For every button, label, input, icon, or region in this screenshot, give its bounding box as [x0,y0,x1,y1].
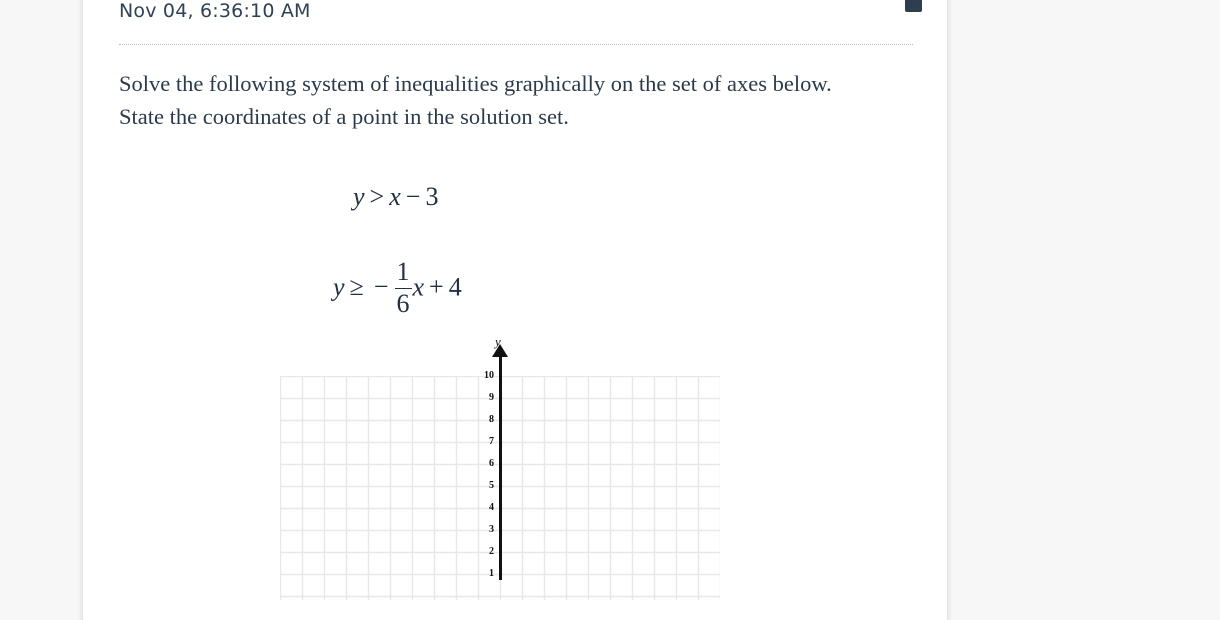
inequality-1 [353,182,438,212]
y-tick-4: 4 [489,502,494,513]
eq1-constant: 3 [425,182,439,211]
y-tick-5: 5 [489,480,494,491]
eq2-operator: + [429,272,444,302]
eq2-lhs: y [333,272,345,302]
y-tick-10: 10 [484,370,494,381]
y-tick-8: 8 [489,414,494,425]
top-right-badge[interactable] [905,0,922,12]
eq1-operator: − [405,182,421,211]
question-prompt [119,68,919,133]
y-tick-2: 2 [489,546,494,557]
eq2-constant: 4 [448,272,462,302]
eq2-numerator: 1 [396,257,410,286]
timestamp-label: Nov 04, 6:36:10 AM [119,0,311,22]
y-axis-label: y [495,334,501,349]
header-divider [119,44,913,45]
eq2-relation: ≥ [349,272,364,302]
eq2-denominator: 6 [396,289,410,319]
y-tick-3: 3 [489,524,494,535]
question-page-card [83,0,947,620]
eq2-sign: − [373,272,389,302]
header-row [119,0,913,34]
eq1-rhs-variable: x [389,182,401,211]
prompt-line-1: Solve the following system of inequalities graphically on the set of axes below. [119,71,832,96]
y-axis-line [499,354,502,580]
prompt-line-2: State the coordinates of a point in the solution set. [119,103,569,129]
inequality-2 [333,257,462,319]
eq2-variable: x [412,272,425,302]
y-tick-6: 6 [489,458,494,469]
eq2-fraction [395,259,412,318]
eq1-relation: > [369,182,385,211]
y-tick-7: 7 [489,436,494,447]
coordinate-grid[interactable] [280,334,720,580]
eq1-lhs: y [353,182,365,211]
y-tick-1: 1 [489,568,494,579]
y-tick-9: 9 [489,392,494,403]
